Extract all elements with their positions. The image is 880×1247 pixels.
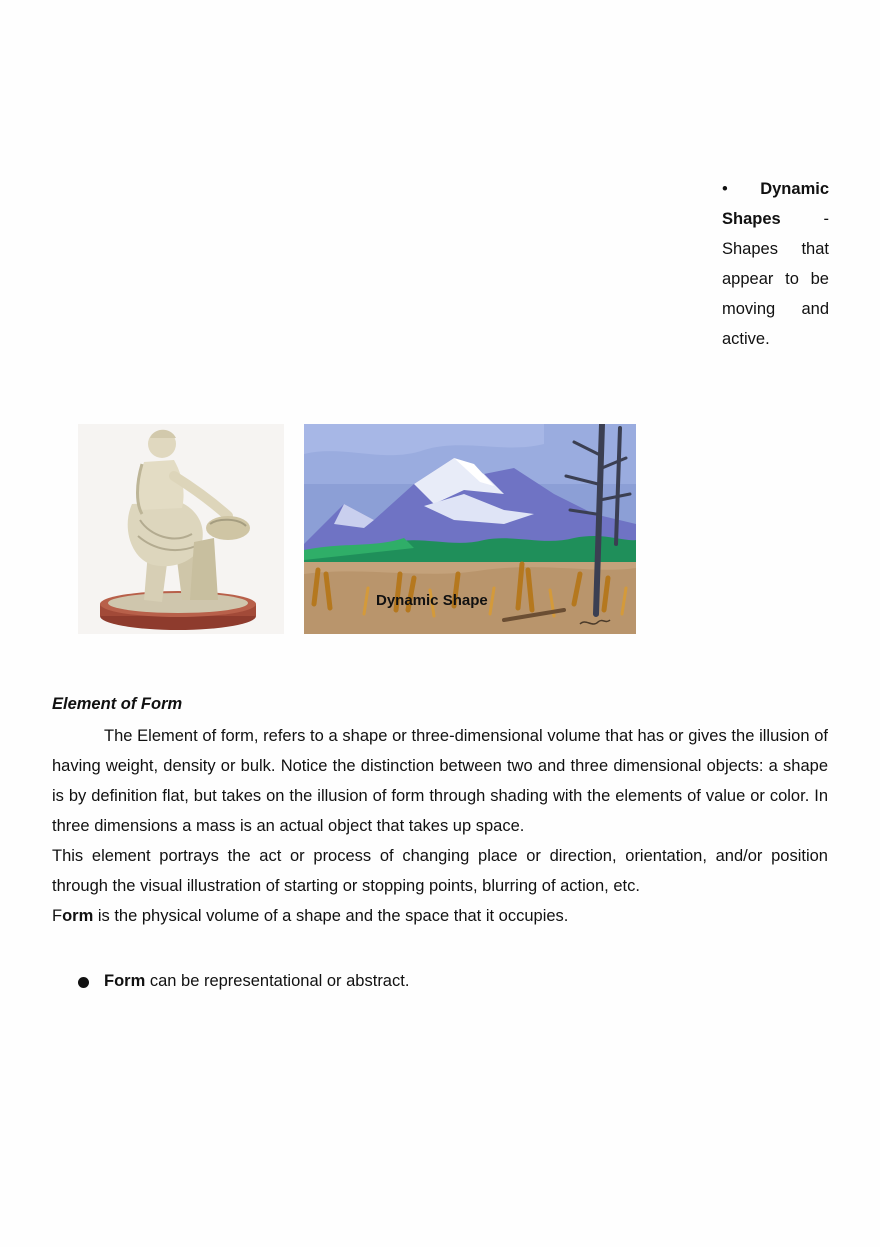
definition-line-4: active. (722, 330, 770, 348)
bullet-dot-icon (78, 977, 89, 988)
form-bullet-item (78, 968, 409, 994)
shapes-term-word: Shapes (722, 210, 781, 228)
definition-line-1: Shapes that (722, 240, 829, 258)
form-body-text (52, 721, 828, 931)
section-heading: Element of Form (52, 695, 183, 713)
bullet-rest-text: can be representational or abstract. (145, 972, 410, 990)
paragraph-3-bold: orm (62, 907, 94, 925)
paragraph-1: The Element of form, refers to a shape or three-dimensional volume that has or gives the illusion of having weight, density or bulk. Notice the distinction between two and three dimensional objects: a shape is by definition flat, but takes on the illusion of form through shading with the elements of value or color. In three dimensions a mass is an actual object that takes up space. (52, 727, 828, 835)
dynamic-shapes-bullet (722, 174, 829, 354)
bullet-text (104, 968, 409, 994)
paragraph-3-prefix: F (52, 907, 63, 925)
dynamic-shapes-first-line (722, 174, 829, 204)
term-dash: - (823, 210, 829, 228)
statue-illustration (78, 424, 284, 634)
shapes-term-line (722, 204, 829, 234)
paragraph-3 (52, 901, 828, 931)
dynamic-term-word: Dynamic (760, 180, 829, 198)
paragraph-3-rest: is the physical volume of a shape and the space that it occupies. (93, 907, 569, 925)
bullet-marker: • (722, 180, 728, 198)
paragraph-2: This element portrays the act or process of changing place or direction, orientation, and/or position through the visual illustration of starting or stopping points, blurring of action, etc. (52, 847, 828, 895)
bullet-bold-term: Form (104, 972, 146, 990)
definition-line-3: moving and (722, 300, 829, 318)
definition-line-2: appear to be (722, 270, 829, 288)
figure-caption: Dynamic Shape (376, 592, 488, 609)
statue-image (78, 424, 284, 634)
